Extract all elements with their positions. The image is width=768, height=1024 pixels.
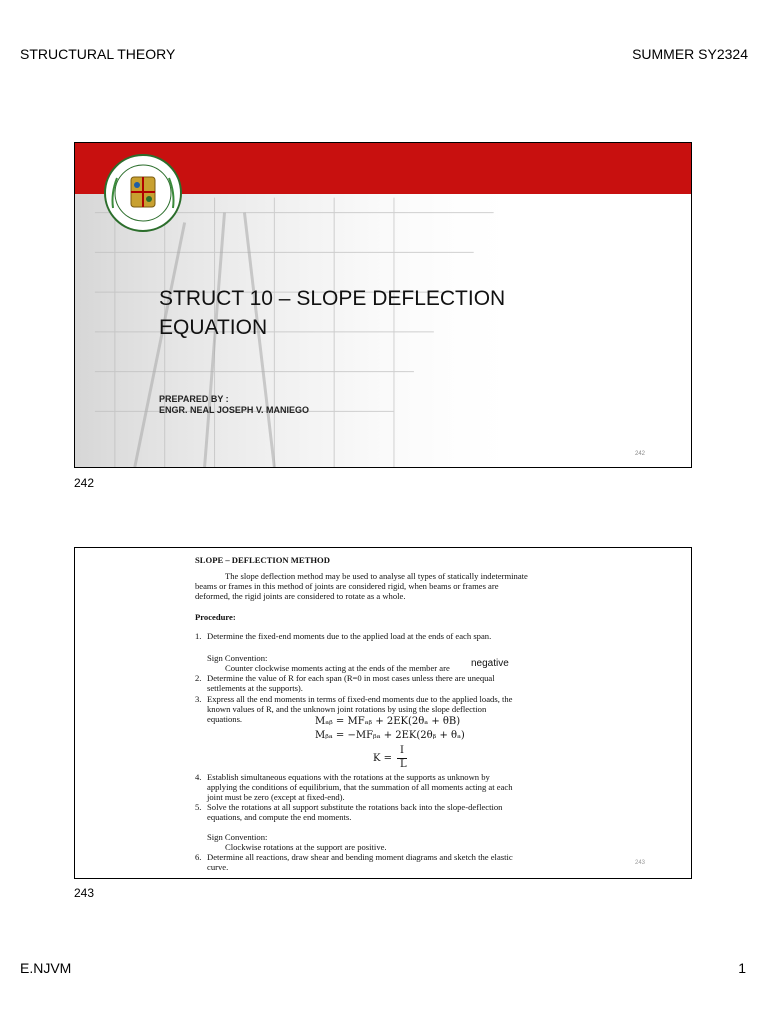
- step-3-number: 3.: [195, 694, 202, 704]
- step-5-line-2: equations, and compute the end moments.: [207, 812, 352, 822]
- header-left: STRUCTURAL THEORY: [20, 46, 176, 62]
- intro-line-1: The slope deflection method may be used to analyse all types of statically indeterminate: [225, 571, 528, 581]
- step-2-line-2: settlements at the supports).: [207, 683, 303, 693]
- page-number: 1: [738, 960, 746, 976]
- sign-convention-2-text: Clockwise rotations at the support are positive.: [225, 842, 387, 852]
- prepared-label: PREPARED BY :: [159, 394, 229, 404]
- prepared-by-block: [159, 394, 309, 416]
- negative-annotation: negative: [471, 658, 509, 669]
- step-6-line-1: Determine all reactions, draw shear and bending moment diagrams and sketch the elastic: [207, 852, 513, 862]
- step-6-line-2: curve.: [207, 862, 229, 872]
- step-2-number: 2.: [195, 673, 202, 683]
- slide-title-line2: EQUATION: [159, 316, 268, 339]
- step-1: Determine the fixed-end moments due to the applied load at the ends of each span.: [207, 631, 492, 641]
- step-4-line-2: applying the conditions of equilibrium, that the summation of all moments acting at each: [207, 782, 513, 792]
- step-6-number: 6.: [195, 852, 202, 862]
- sign-convention-1-text: Counter clockwise moments acting at the ends of the member are: [225, 663, 450, 673]
- step-2-line-1: Determine the value of R for each span (R=0 in most cases unless there are unequal: [207, 673, 495, 683]
- step-5-line-1: Solve the rotations at all support substitute the rotations back into the slope-deflection: [207, 802, 503, 812]
- header-right: SUMMER SY2324: [632, 46, 748, 62]
- slide-title: [159, 284, 629, 342]
- footer-left: E.NJVM: [20, 960, 72, 976]
- slide-number-242: 242: [74, 476, 95, 490]
- step-3-line-3: equations.: [207, 714, 243, 724]
- intro-line-2: beams or frames in this method of joints are considered rigid, when beams or frames are: [195, 581, 499, 591]
- step-4-line-1: Establish simultaneous equations with the rotations at the supports as unknown by: [207, 772, 490, 782]
- slide-242: [74, 142, 692, 468]
- equation-k-lhs: K =: [373, 753, 393, 764]
- step-4-number: 4.: [195, 772, 202, 782]
- slide-inner-number: 242: [634, 451, 645, 457]
- slide-title-line1: STRUCT 10 – SLOPE DEFLECTION: [159, 287, 506, 310]
- prepared-name: ENGR. NEAL JOSEPH V. MANIEGO: [159, 405, 310, 415]
- step-3-line-1: Express all the end moments in terms of fixed-end moments due to the applied loads, the: [207, 694, 513, 704]
- university-seal-icon: [103, 153, 183, 233]
- equation-mba: Mᵦₐ = −MFᵦₐ + 2EK(2θᵦ + θₐ): [315, 730, 465, 741]
- equation-k-denominator: L: [400, 759, 407, 770]
- step-1-number: 1.: [195, 631, 202, 641]
- slide-inner-number: 243: [634, 860, 645, 866]
- sign-convention-1-label: Sign Convention:: [207, 653, 268, 663]
- section-heading: SLOPE – DEFLECTION METHOD: [195, 555, 330, 565]
- equation-k-numerator: I: [400, 745, 404, 756]
- sign-convention-2-label: Sign Convention:: [207, 832, 268, 842]
- slide-243: [74, 547, 692, 879]
- slide-number-243: 243: [74, 886, 95, 900]
- intro-line-3: deformed, the rigid joints are considered to rotate as a whole.: [195, 591, 406, 601]
- equation-mab: Mₐᵦ = MFₐᵦ + 2EK(2θₐ + θB): [315, 716, 461, 727]
- step-4-line-3: joint must be zero (except at fixed-end).: [207, 792, 345, 802]
- procedure-label: Procedure:: [195, 612, 236, 622]
- step-5-number: 5.: [195, 802, 202, 812]
- step-3-line-2: known values of R, and the unknown joint rotations by using the slope deflection: [207, 704, 487, 714]
